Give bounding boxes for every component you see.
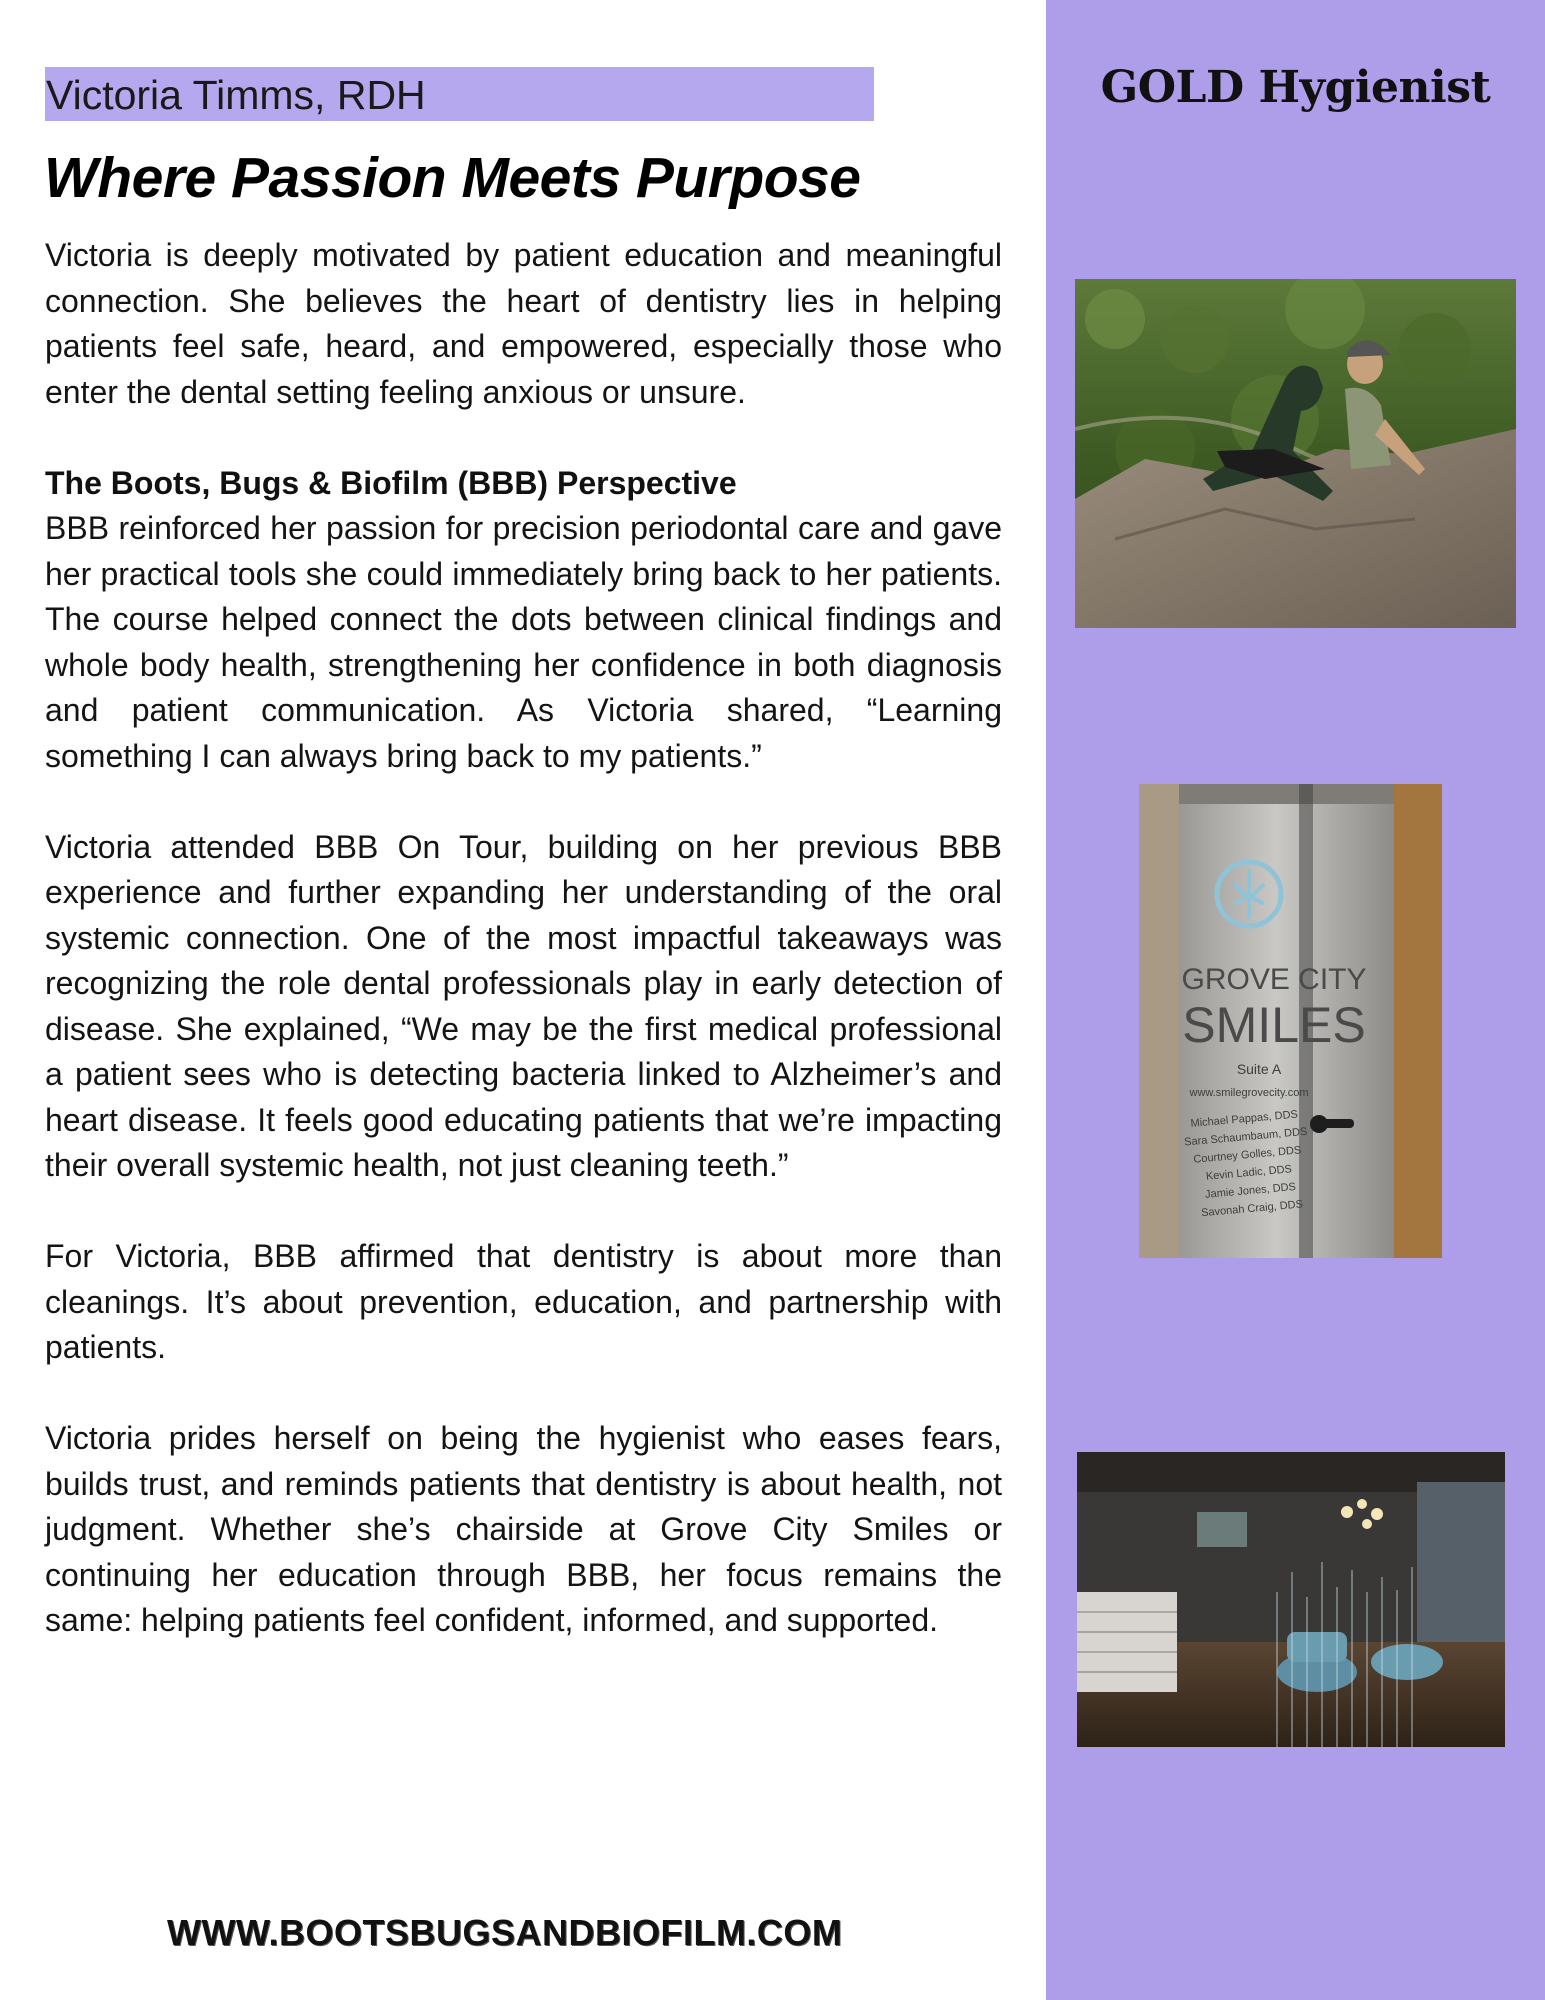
website-link[interactable]: WWW.BOOTSBUGSANDBIOFILM.COM <box>167 1912 843 1953</box>
hiking-photo <box>1075 279 1516 628</box>
door-brand-top: GROVE CITY <box>1181 963 1367 996</box>
bbb-paragraph: BBB reinforced her passion for precision periodontal care and gave her practical tools she could immediately bring back to her patients. The course helped connect the dots between clinical findings and whole body health, strengthening her confidence in both diagnosis and patient communication. As Victoria shared, “Learning something I can always bring back to my patients.” <box>45 510 1002 774</box>
door-suite: Suite A <box>1236 1061 1282 1077</box>
closing-paragraph: Victoria prides herself on being the hygienist who eases fears, builds trust, and reminds patients that dentistry is about health, not judgment. Whether she’s chairside at Grove City Smiles or continuing her education through BBB, her focus remains the same: helping patients feel confident, informed, and supported. <box>45 1420 1002 1638</box>
award-title: GOLD Hygienist <box>1100 62 1491 113</box>
section-heading: The Boots, Bugs & Biofilm (BBB) Perspective <box>45 464 737 501</box>
door-doctor-4: Kevin Ladic, DDS <box>1205 1163 1293 1183</box>
door-doctor-6: Savonah Craig, DDS <box>1200 1198 1304 1220</box>
door-doctor-1: Michael Pappas, DDS <box>1190 1108 1299 1130</box>
door-doctor-2: Sara Schaumbaum, DDS <box>1183 1125 1308 1149</box>
door-doctor-5: Jamie Jones, DDS <box>1204 1180 1297 1201</box>
affirmation-paragraph: For Victoria, BBB affirmed that dentistry is about more than cleanings. It’s about prevention, education, and partnership with patients. <box>45 1238 1002 1365</box>
office-door-photo <box>1139 784 1442 1258</box>
on-tour-paragraph: Victoria attended BBB On Tour, building on her previous BBB experience and further expanding her understanding of the oral systemic connection. One of the most impactful takeaways was recognizing the role dental professionals play in early detection of disease. She explained, “We may be the first medical professional a patient sees who is detecting bacteria linked to Alzheimer’s and heart disease. It feels good educating patients that we’re impacting their overall systemic health, not just cleaning teeth.” <box>45 828 1002 1183</box>
article-body <box>45 233 1002 1689</box>
intro-paragraph: Victoria is deeply motivated by patient education and meaningful connection. She believes the heart of dentistry lies in helping patients feel safe, heard, and empowered, especially those who enter the dental setting feeling anxious or unsure. <box>45 237 1002 410</box>
door-website: www.smilegrovecity.com <box>1189 1087 1309 1099</box>
office-lobby-photo <box>1077 1452 1505 1747</box>
hygienist-name: Victoria Timms, RDH <box>46 72 426 118</box>
door-brand-main: SMILES <box>1182 997 1366 1053</box>
page-headline: Where Passion Meets Purpose <box>44 146 861 210</box>
door-doctor-3: Courtney Golles, DDS <box>1192 1144 1302 1166</box>
